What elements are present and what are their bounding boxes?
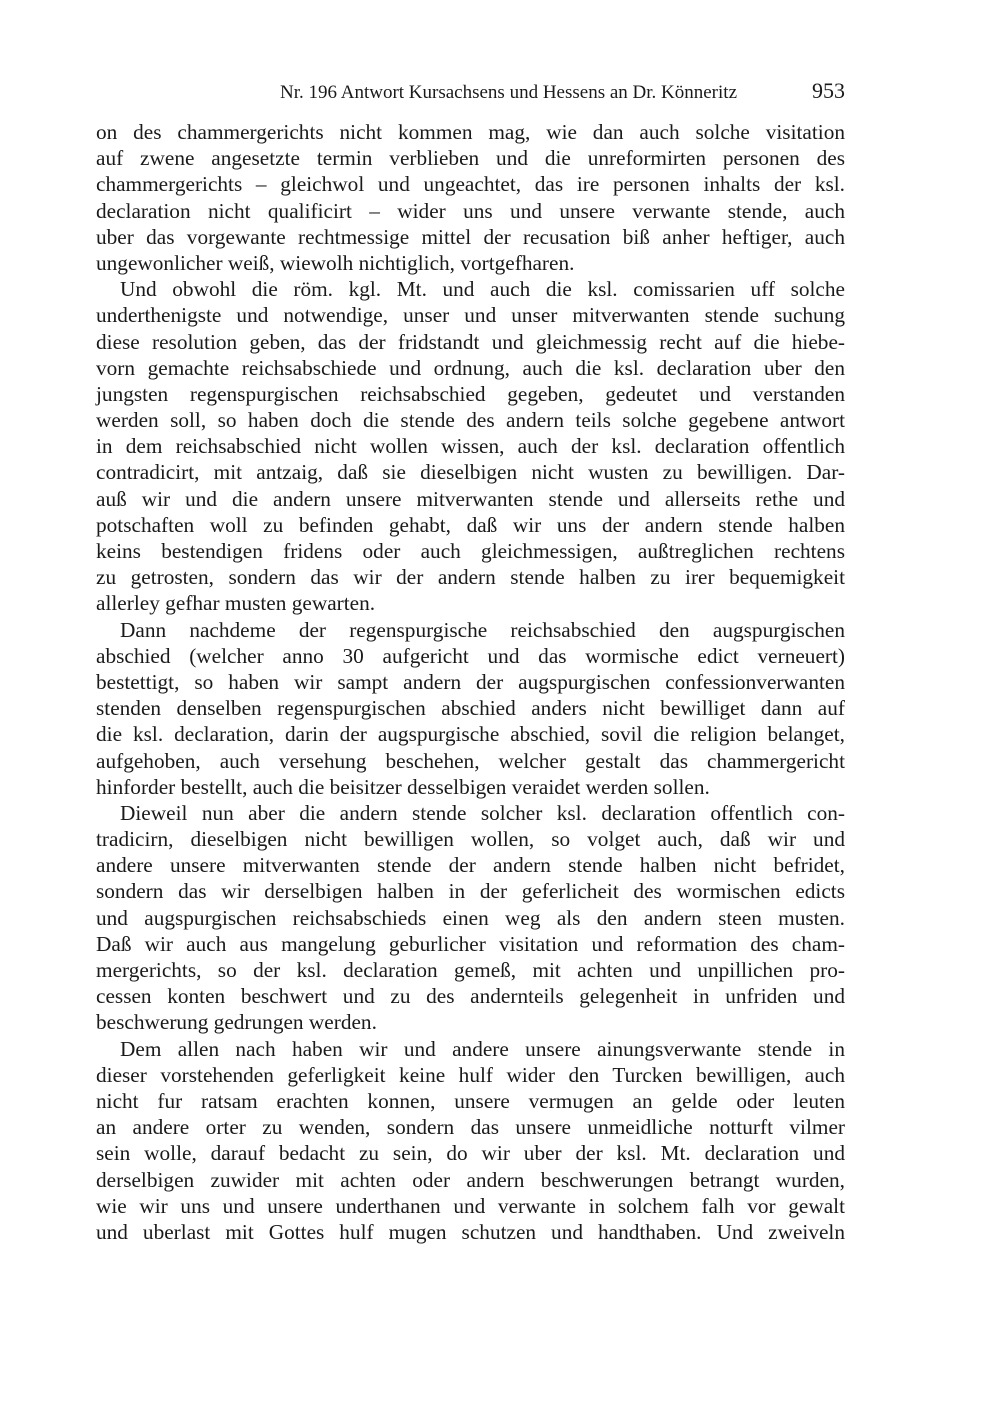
text-line: underthenigste und notwendige, unser und unser mitverwanten stende suchung <box>96 303 845 328</box>
text-line: nicht fur ratsam erachten konnen, unsere vermugen an gelde oder leuten <box>96 1088 845 1113</box>
text-line: aufgehoben, auch versehung beschehen, welcher gestalt das chammergericht <box>96 748 845 773</box>
text-line: beschwerung gedrungen werden. <box>96 1010 377 1035</box>
text-line: keins bestendigen fridens oder auch gleichmessigen, außtreglichen rechtens <box>96 539 845 563</box>
document-page <box>96 78 845 1245</box>
text-line: potschaften woll zu befinden gehabt, daß wir uns der andern stende halben <box>96 512 845 537</box>
text-line: sein wolle, darauf bedacht zu sein, do wir uber der ksl. Mt. declaration und <box>96 1141 845 1166</box>
paragraph <box>96 119 845 276</box>
text-line: auß wir und die andern unsere mitverwanten stende und allerseits rethe und <box>96 486 845 511</box>
running-header <box>96 78 845 108</box>
page-number: 953 <box>812 78 845 103</box>
text-line: dieser vorstehenden geferligkeit keine hulf wider den Turcken bewilligen, auch <box>96 1062 845 1087</box>
text-line: bestettigt, so haben wir sampt andern der augspurgischen confessionverwanten <box>96 669 845 694</box>
text-line: werden soll, so haben doch die stende des andern teils solche gegebene antwort <box>96 408 845 433</box>
text-line: in dem reichsabschied nicht wollen wissen, auch der ksl. declaration offentlich <box>96 434 845 459</box>
text-line: die ksl. declaration, darin der augspurgische abschied, sovil die religion belanget, <box>96 722 845 747</box>
text-line: abschied (welcher anno 30 aufgericht und das wormische edict verneuert) <box>96 643 845 668</box>
text-line: Dem allen nach haben wir und andere unsere ainungsverwante stende in <box>120 1036 845 1061</box>
paragraph <box>96 617 845 800</box>
text-line: contradicirt, mit antzaig, daß sie dieselbigen nicht wusten zu bewilligen. Dar- <box>96 460 845 485</box>
paragraph <box>96 1036 845 1246</box>
text-line: cessen konten beschwert und zu des andernteils gelegenheit in unfriden und <box>96 984 845 1009</box>
text-line: auf zwene angesetzte termin verblieben und die unreformirten personen des <box>96 146 845 171</box>
text-line: Dieweil nun aber die andern stende solcher ksl. declaration offentlich con- <box>120 800 845 825</box>
text-line: an andere orter zu wenden, sondern das unsere unmeidliche notturft vilmer <box>96 1115 845 1140</box>
body-text <box>96 119 845 1245</box>
text-line: mergerichts, so der ksl. declaration gemeß, mit achten und unpillichen pro- <box>96 958 845 982</box>
text-line: ungewonlicher weiß, wiewolh nichtiglich, vortgefharen. <box>96 250 575 275</box>
text-line: vorn gemachte reichsabschiede und ordnung, auch die ksl. declaration uber den <box>96 355 845 380</box>
text-line: uber das vorgewante rechtmessige mittel der recusation biß anher heftiger, auch <box>96 224 845 249</box>
text-line: declaration nicht qualificirt – wider uns und unsere verwante stende, auch <box>96 198 845 223</box>
text-line: Und obwohl die röm. kgl. Mt. und auch die ksl. comissarien uff solche <box>120 277 845 302</box>
text-line: chammergerichts – gleichwol und ungeachtet, das ire personen inhalts der ksl. <box>96 172 845 197</box>
paragraph <box>96 276 845 616</box>
text-line: on des chammergerichts nicht kommen mag, wie dan auch solche visitation <box>96 120 845 144</box>
text-line: diese resolution geben, das der fridstandt und gleichmessig recht auf die hiebe- <box>96 329 845 354</box>
running-title: Nr. 196 Antwort Kursachsens und Hessens an Dr. Könneritz <box>280 82 737 103</box>
text-line: stenden denselben regenspurgischen abschied anders nicht bewilliget dann auf <box>96 696 845 721</box>
text-line: sondern das wir derselbigen halben in der geferlicheit des wormischen edicts <box>96 879 845 904</box>
text-line: jungsten regenspurgischen reichsabschied gegeben, gedeutet und verstanden <box>96 381 845 406</box>
paragraph <box>96 800 845 1036</box>
text-line: tradicirn, dieselbigen nicht bewilligen wollen, so volget auch, daß wir und <box>96 827 845 852</box>
text-line: hinforder bestellt, auch die beisitzer desselbigen veraidet werden sollen. <box>96 774 710 799</box>
text-line: Daß wir auch aus mangelung geburlicher visitation und reformation des cham- <box>96 931 845 956</box>
text-line: zu getrosten, sondern das wir der andern stende halben zu irer bequemigkeit <box>96 565 845 590</box>
text-line: Dann nachdeme der regenspurgische reichsabschied den augspurgischen <box>120 617 845 642</box>
text-line: und uberlast mit Gottes hulf mugen schutzen und handthaben. Und zweiveln <box>96 1219 845 1244</box>
text-line: andere unsere mitverwanten stende der andern stende halben nicht befridet, <box>96 853 845 878</box>
text-line: wie wir uns und unsere underthanen und verwante in solchem falh vor gewalt <box>96 1193 845 1218</box>
text-line: allerley gefhar musten gewarten. <box>96 591 376 616</box>
text-line: und augspurgischen reichsabschieds einen weg als den andern steen musten. <box>96 905 845 930</box>
text-line: derselbigen zuwider mit achten oder andern beschwerungen betrangt wurden, <box>96 1167 845 1192</box>
